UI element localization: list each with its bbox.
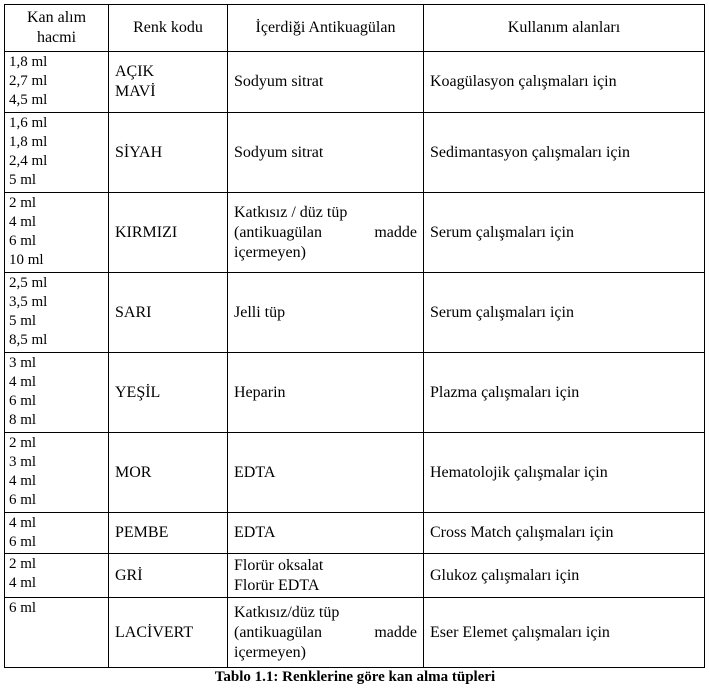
volume-value: 2 ml	[9, 195, 37, 211]
anticoagulant-word: madde	[374, 223, 417, 241]
anticoagulant-cell	[228, 113, 424, 193]
color-code-line: YEŞİL	[115, 383, 161, 401]
volume-value: 6 ml	[9, 534, 37, 550]
volume-cell	[5, 353, 109, 433]
anticoagulant-line: Florür oksalat	[234, 556, 324, 574]
color-code-cell	[109, 513, 228, 554]
anticoagulant-line: Heparin	[234, 383, 286, 401]
color-code-line: KIRMIZI	[115, 223, 178, 241]
usage-cell: Glukoz çalışmaları için	[424, 554, 705, 598]
volume-value: 2,7 ml	[9, 73, 48, 89]
color-code-line: LACİVERT	[115, 623, 194, 641]
anticoagulant-line: Sodyum sitrat	[234, 73, 324, 90]
volume-cell	[5, 513, 109, 554]
volume-value: 6 ml	[9, 393, 37, 409]
usage-cell: Eser Elemet çalışmaları için	[424, 598, 705, 668]
color-code-line: GRİ	[115, 566, 143, 584]
anticoagulant-line: içermeyen)	[234, 643, 306, 661]
volume-value: 2,4 ml	[9, 153, 48, 169]
table-row	[5, 273, 705, 353]
volume-cell	[5, 598, 109, 668]
color-code-cell	[109, 353, 228, 433]
volume-cell	[5, 554, 109, 598]
volume-value: 1,8 ml	[9, 54, 48, 70]
volume-value: 1,8 ml	[9, 134, 48, 150]
table-caption: Tablo 1.1: Renklerine göre kan alma tüpleri	[214, 669, 496, 685]
anticoagulant-cell	[228, 353, 424, 433]
volume-value: 4 ml	[9, 374, 37, 390]
anticoagulant-cell	[228, 273, 424, 353]
anticoagulant-word: (antikuagülan	[234, 223, 322, 241]
volume-value: 6 ml	[9, 492, 37, 508]
volume-value: 8,5 ml	[9, 332, 48, 348]
color-code-line: MAVİ	[115, 83, 156, 100]
volume-value: 6 ml	[9, 600, 37, 616]
color-code-cell	[109, 113, 228, 193]
color-code-cell	[109, 273, 228, 353]
color-code-line: SİYAH	[115, 143, 163, 161]
volume-value: 8 ml	[9, 412, 37, 428]
header-color-code: Renk kodu	[109, 5, 228, 52]
volume-value: 4 ml	[9, 473, 37, 489]
volume-cell	[5, 113, 109, 193]
volume-value: 3,5 ml	[9, 294, 48, 310]
usage-cell: Koagülasyon çalışmaları için	[424, 52, 705, 113]
anticoagulant-line	[234, 623, 417, 643]
usage-cell: Sedimantasyon çalışmaları için	[424, 113, 705, 193]
table-row	[5, 193, 705, 273]
anticoagulant-line	[234, 223, 417, 243]
table-row	[5, 113, 705, 193]
anticoagulant-line: Sodyum sitrat	[234, 143, 324, 161]
table-row	[5, 598, 705, 668]
table-row	[5, 52, 705, 113]
color-code-line: AÇIK	[115, 63, 155, 80]
header-anticoagulant: İçerdiği Antikuagülan	[228, 5, 424, 52]
header-volume: Kan alım hacmi	[5, 5, 109, 52]
volume-value: 2 ml	[9, 435, 37, 451]
anticoagulant-line: içermeyen)	[234, 243, 306, 261]
anticoagulant-word: madde	[374, 623, 417, 641]
volume-value: 5 ml	[9, 172, 37, 188]
usage-cell: Serum çalışmaları için	[424, 193, 705, 273]
table-row	[5, 554, 705, 598]
anticoagulant-cell	[228, 513, 424, 554]
anticoagulant-cell	[228, 554, 424, 598]
blood-tube-table	[4, 4, 705, 668]
color-code-cell	[109, 193, 228, 273]
volume-value: 4 ml	[9, 214, 37, 230]
anticoagulant-cell	[228, 598, 424, 668]
anticoagulant-line: Katkısız / düz tüp	[234, 203, 348, 221]
anticoagulant-word: (antikuagülan	[234, 623, 322, 641]
color-code-cell	[109, 554, 228, 598]
usage-cell: Plazma çalışmaları için	[424, 353, 705, 433]
volume-value: 2,5 ml	[9, 275, 48, 291]
usage-cell: Hematolojik çalışmalar için	[424, 433, 705, 513]
volume-value: 5 ml	[9, 313, 37, 329]
anticoagulant-cell	[228, 52, 424, 113]
volume-value: 2 ml	[9, 556, 37, 572]
table-body	[5, 52, 705, 668]
table-row	[5, 433, 705, 513]
anticoagulant-line: Katkısız/düz tüp	[234, 603, 340, 621]
volume-value: 3 ml	[9, 355, 37, 371]
anticoagulant-line: EDTA	[234, 524, 276, 541]
volume-value: 6 ml	[9, 233, 37, 249]
volume-value: 4,5 ml	[9, 92, 48, 108]
color-code-cell	[109, 598, 228, 668]
usage-cell: Cross Match çalışmaları için	[424, 513, 705, 554]
color-code-line: PEMBE	[115, 524, 169, 541]
table-row	[5, 513, 705, 554]
table-header-row	[5, 5, 705, 52]
volume-value: 4 ml	[9, 515, 37, 531]
color-code-cell	[109, 52, 228, 113]
volume-value: 4 ml	[9, 575, 37, 591]
anticoagulant-line: Florür EDTA	[234, 576, 320, 594]
volume-cell	[5, 193, 109, 273]
anticoagulant-line: Jelli tüp	[234, 303, 286, 321]
table-row	[5, 353, 705, 433]
anticoagulant-cell	[228, 433, 424, 513]
volume-cell	[5, 52, 109, 113]
volume-value: 10 ml	[9, 252, 44, 268]
volume-value: 3 ml	[9, 454, 37, 470]
usage-cell: Serum çalışmaları için	[424, 273, 705, 353]
color-code-line: MOR	[115, 463, 152, 481]
anticoagulant-line: EDTA	[234, 463, 276, 481]
header-usage: Kullanım alanları	[424, 5, 705, 52]
volume-value: 1,6 ml	[9, 115, 48, 131]
anticoagulant-cell	[228, 193, 424, 273]
volume-cell	[5, 433, 109, 513]
color-code-cell	[109, 433, 228, 513]
color-code-line: SARI	[115, 303, 152, 321]
volume-cell	[5, 273, 109, 353]
